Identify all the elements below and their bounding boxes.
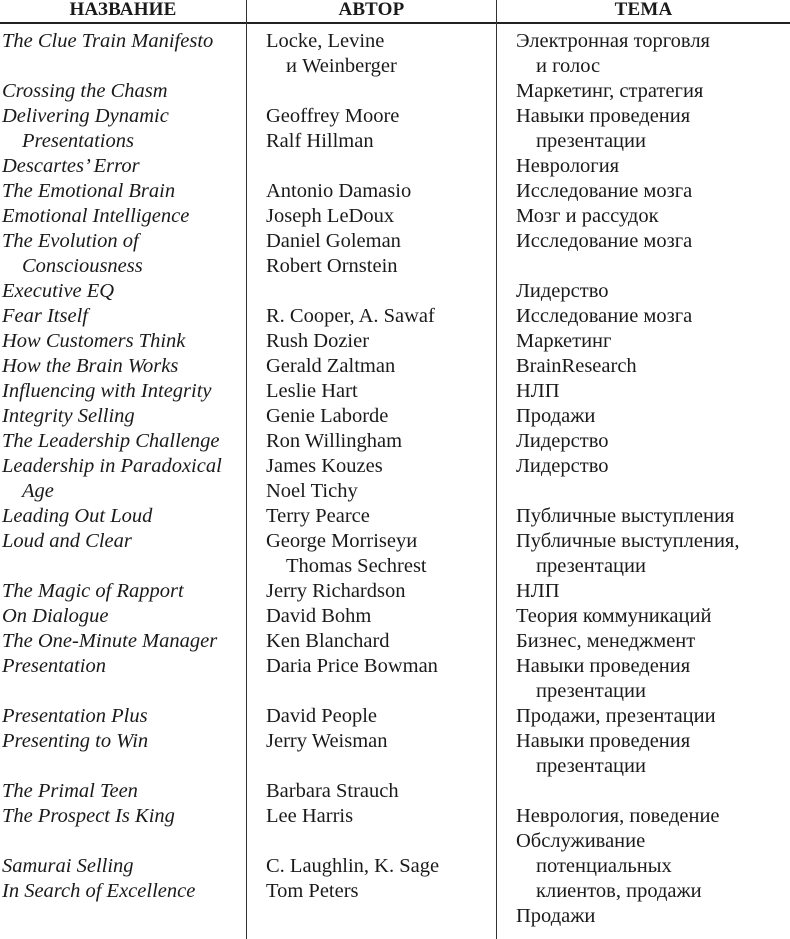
column-divider-2 [496,0,497,939]
topic-cell: Навыки проведения [516,730,691,752]
title-cell: On Dialogue [2,605,109,627]
author-cell: David People [266,705,378,727]
column-header-topic: ТЕМА [614,0,673,20]
author-column [266,0,494,939]
title-cell: The Clue Train Manifesto [2,30,214,52]
topic-cell: презентации [536,130,646,152]
author-cell: R. Cooper, A. Sawaf [266,305,435,327]
topic-cell: потенциальных [536,855,672,877]
topic-cell: Неврология [516,155,620,177]
title-cell: Samurai Selling [2,855,134,877]
author-cell: Terry Pearce [266,505,370,527]
column-header-author: АВТОР [338,0,405,20]
author-cell: Leslie Hart [266,380,358,402]
title-cell: Age [22,480,54,502]
topic-cell: Продажи, презентации [516,705,716,727]
topic-cell: Лидерство [516,455,609,477]
author-cell: James Kouzes [266,455,383,477]
author-cell: Antonio Damasio [266,180,412,202]
title-cell: The Primal Teen [2,780,138,802]
title-cell: The One-Minute Manager [2,630,218,652]
title-cell: Presentations [22,130,134,152]
title-cell: Loud and Clear [2,530,132,552]
author-cell: Daria Price Bowman [266,655,438,677]
title-cell: Executive EQ [2,280,115,302]
topic-cell: Исследование мозга [516,230,693,252]
author-cell: C. Laughlin, K. Sage [266,855,440,877]
title-cell: Presenting to Win [2,730,149,752]
author-cell: Gerald Zaltman [266,355,396,377]
title-cell: Emotional Intelligence [2,205,190,227]
title-cell: Fear Itself [2,305,88,327]
author-cell: Jerry Richardson [266,580,406,602]
topic-cell: Лидерство [516,280,609,302]
author-cell: Joseph LeDoux [266,205,395,227]
author-cell: Locke, Levine [266,30,385,52]
topic-cell: Публичные выступления, [516,530,740,552]
author-cell: и Weinberger [286,55,397,77]
topic-cell: Маркетинг, стратегия [516,80,704,102]
title-cell: The Magic of Rapport [2,580,184,602]
author-cell: Ken Blanchard [266,630,390,652]
topic-cell: Исследование мозга [516,305,693,327]
topic-cell: и голос [536,55,601,77]
topic-cell: Продажи [516,405,596,427]
author-cell: Lee Harris [266,805,354,827]
title-cell: Delivering Dynamic [2,105,169,127]
author-cell: Robert Ornstein [266,255,398,277]
topic-cell: НЛП [516,380,560,402]
title-cell: Presentation [2,655,107,677]
title-cell: Crossing the Chasm [2,80,168,102]
topic-cell: презентации [536,555,646,577]
topic-cell: Лидерство [516,430,609,452]
author-cell: Noel Tichy [266,480,358,502]
title-cell: In Search of Excellence [2,880,196,902]
author-cell: David Bohm [266,605,372,627]
topic-cell: Обслуживание [516,830,646,852]
topic-cell: Маркетинг [516,330,612,352]
title-cell: The Prospect Is King [2,805,175,827]
author-cell: George Morriseyи [266,530,418,552]
title-cell: The Leadership Challenge [2,430,220,452]
author-cell: Barbara Strauch [266,780,399,802]
topic-cell: Продажи [516,905,596,927]
topic-cell: Навыки проведения [516,655,691,677]
topic-column [516,0,790,939]
topic-cell: Теория коммуникаций [516,605,712,627]
author-cell: Ralf Hillman [266,130,374,152]
topic-cell: Бизнес, менеджмент [516,630,696,652]
title-cell: Leadership in Paradoxical [2,455,222,477]
topic-cell: Неврология, поведение [516,805,720,827]
topic-cell: Электронная торговля [516,30,710,52]
topic-cell: Навыки проведения [516,105,691,127]
topic-cell: BrainResearch [516,355,637,377]
author-cell: Thomas Sechrest [286,555,427,577]
title-column [2,0,244,939]
topic-cell: клиентов, продажи [536,880,702,902]
author-cell: Jerry Weisman [266,730,388,752]
column-divider-1 [246,0,247,939]
topic-cell: презентации [536,755,646,777]
topic-cell: НЛП [516,580,560,602]
title-cell: Leading Out Loud [2,505,153,527]
title-cell: Consciousness [22,255,143,277]
title-cell: The Emotional Brain [2,180,176,202]
author-cell: Geoffrey Moore [266,105,400,127]
title-cell: The Evolution of [2,230,139,252]
author-cell: Daniel Goleman [266,230,401,252]
title-cell: Descartes’ Error [2,155,140,177]
title-cell: How the Brain Works [2,355,179,377]
topic-cell: Публичные выступления [516,505,735,527]
title-cell: How Customers Think [2,330,186,352]
author-cell: Ron Willingham [266,430,403,452]
author-cell: Genie Laborde [266,405,389,427]
topic-cell: презентации [536,680,646,702]
column-header-title: НАЗВАНИЕ [69,0,177,20]
title-cell: Influencing with Integrity [2,380,212,402]
author-cell: Tom Peters [266,880,359,902]
topic-cell: Мозг и рассудок [516,205,659,227]
title-cell: Presentation Plus [2,705,148,727]
title-cell: Integrity Selling [2,405,135,427]
topic-cell: Исследование мозга [516,180,693,202]
author-cell: Rush Dozier [266,330,370,352]
